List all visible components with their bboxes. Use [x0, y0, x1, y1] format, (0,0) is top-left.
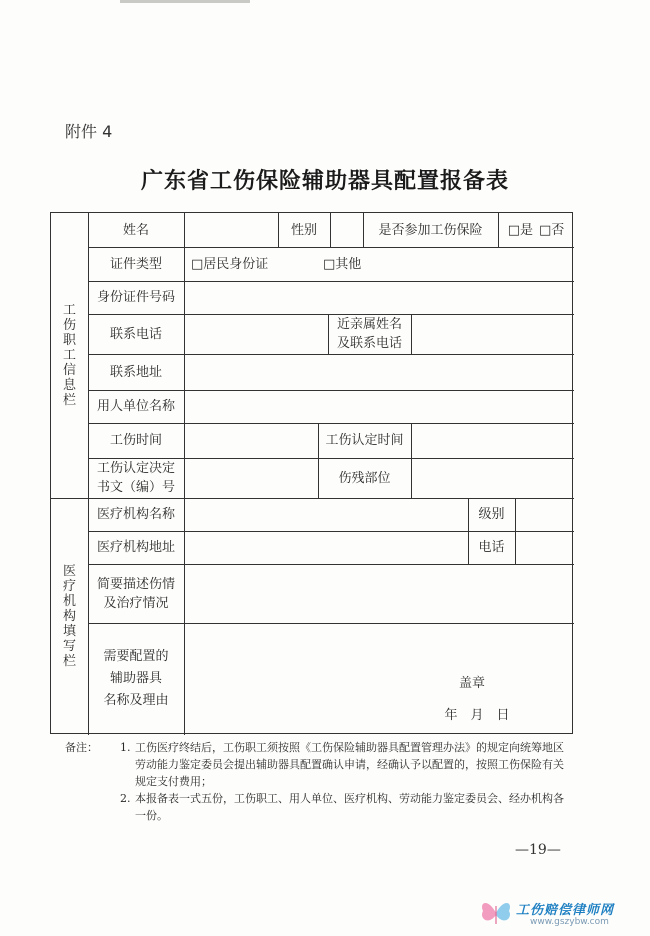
insured-no-checkbox[interactable]: □否 — [539, 222, 565, 238]
butterfly-icon — [478, 896, 514, 930]
form-title: 广东省工伤保险辅助器具配置报备表 — [140, 169, 509, 194]
injury-time-label: 工伤时间 — [109, 433, 162, 448]
insured-options — [498, 213, 574, 247]
id-number-field[interactable] — [184, 281, 574, 314]
injury-time-field[interactable] — [184, 423, 318, 458]
name-field[interactable] — [184, 213, 278, 247]
decision-doc-label: 工伤认定决定 书文（编）号 — [96, 461, 175, 495]
id-type-label: 证件类型 — [109, 256, 162, 272]
note-number: 1. — [120, 741, 131, 754]
insured-question-label: 是否参加工伤保险 — [378, 222, 483, 238]
recognition-time-field[interactable] — [411, 423, 574, 458]
address-label: 联系地址 — [109, 364, 162, 380]
relative-label: 近亲属姓名 及联系电话 — [336, 317, 402, 351]
institution-address-label: 医疗机构地址 — [96, 540, 175, 555]
page-number: —19— — [515, 842, 561, 858]
note-text: 本报备表一式五份，工伤职工、用人单位、医疗机构、劳动能力鉴定委员会、经办机构各一份。 — [135, 792, 564, 822]
watermark-text: 工伤赔偿律师网 — [516, 903, 615, 918]
id-number-label: 身份证件号码 — [96, 290, 175, 305]
disability-part-field[interactable] — [411, 458, 574, 498]
gender-label: 性别 — [290, 222, 317, 238]
name-label: 姓名 — [122, 222, 149, 238]
address-field[interactable] — [184, 354, 574, 390]
section-medical-fill: 医疗机构填写栏 — [62, 564, 76, 669]
attachment-label: 附件 4 — [65, 122, 113, 141]
institution-address-field[interactable] — [184, 531, 468, 564]
disability-part-label: 伤残部位 — [338, 470, 391, 486]
watermark-url: www.gszybw.com — [530, 917, 609, 927]
employer-label: 用人单位名称 — [96, 399, 175, 414]
device-need-label: 需要配置的 辅助器具 名称及理由 — [103, 649, 169, 708]
notes-lead: 备注： — [65, 741, 98, 754]
scan-edge — [120, 0, 250, 3]
gender-field[interactable] — [330, 213, 363, 247]
decision-doc-field[interactable] — [184, 458, 318, 498]
section-worker-info: 工伤职工信息栏 — [62, 303, 76, 408]
level-field[interactable] — [515, 498, 574, 531]
recognition-time-label: 工伤认定时间 — [325, 433, 404, 448]
level-label: 级别 — [478, 507, 505, 522]
relative-field[interactable] — [411, 314, 574, 354]
date-label: 年 月 日 — [444, 707, 510, 723]
employer-field[interactable] — [184, 390, 574, 423]
institution-name-label: 医疗机构名称 — [96, 507, 175, 522]
phone-label: 联系电话 — [109, 326, 162, 342]
insured-yes-checkbox[interactable]: □是 — [507, 222, 533, 238]
id-other-checkbox[interactable]: □其他 — [323, 256, 362, 272]
phone-field[interactable] — [184, 314, 328, 354]
id-resident-checkbox[interactable]: □居民身份证 — [191, 256, 269, 272]
tel-field[interactable] — [515, 531, 574, 564]
watermark — [476, 893, 646, 933]
seal-label: 盖章 — [458, 675, 485, 691]
report-form-table — [50, 212, 573, 734]
institution-name-field[interactable] — [184, 498, 468, 531]
note-number: 2. — [120, 792, 131, 805]
note-text: 工伤医疗终结后，工伤职工须按照《工伤保险辅助器具配置管理办法》的规定向统筹地区劳动能力鉴定委员会提出辅助器具配置确认申请，经确认予以配置的，按照工伤保险有关规定支付费用； — [135, 741, 564, 788]
brief-description-field[interactable] — [184, 564, 574, 623]
tel-label: 电话 — [478, 540, 505, 555]
notes — [65, 739, 565, 824]
brief-description-label: 简要描述伤情 及治疗情况 — [96, 576, 175, 611]
